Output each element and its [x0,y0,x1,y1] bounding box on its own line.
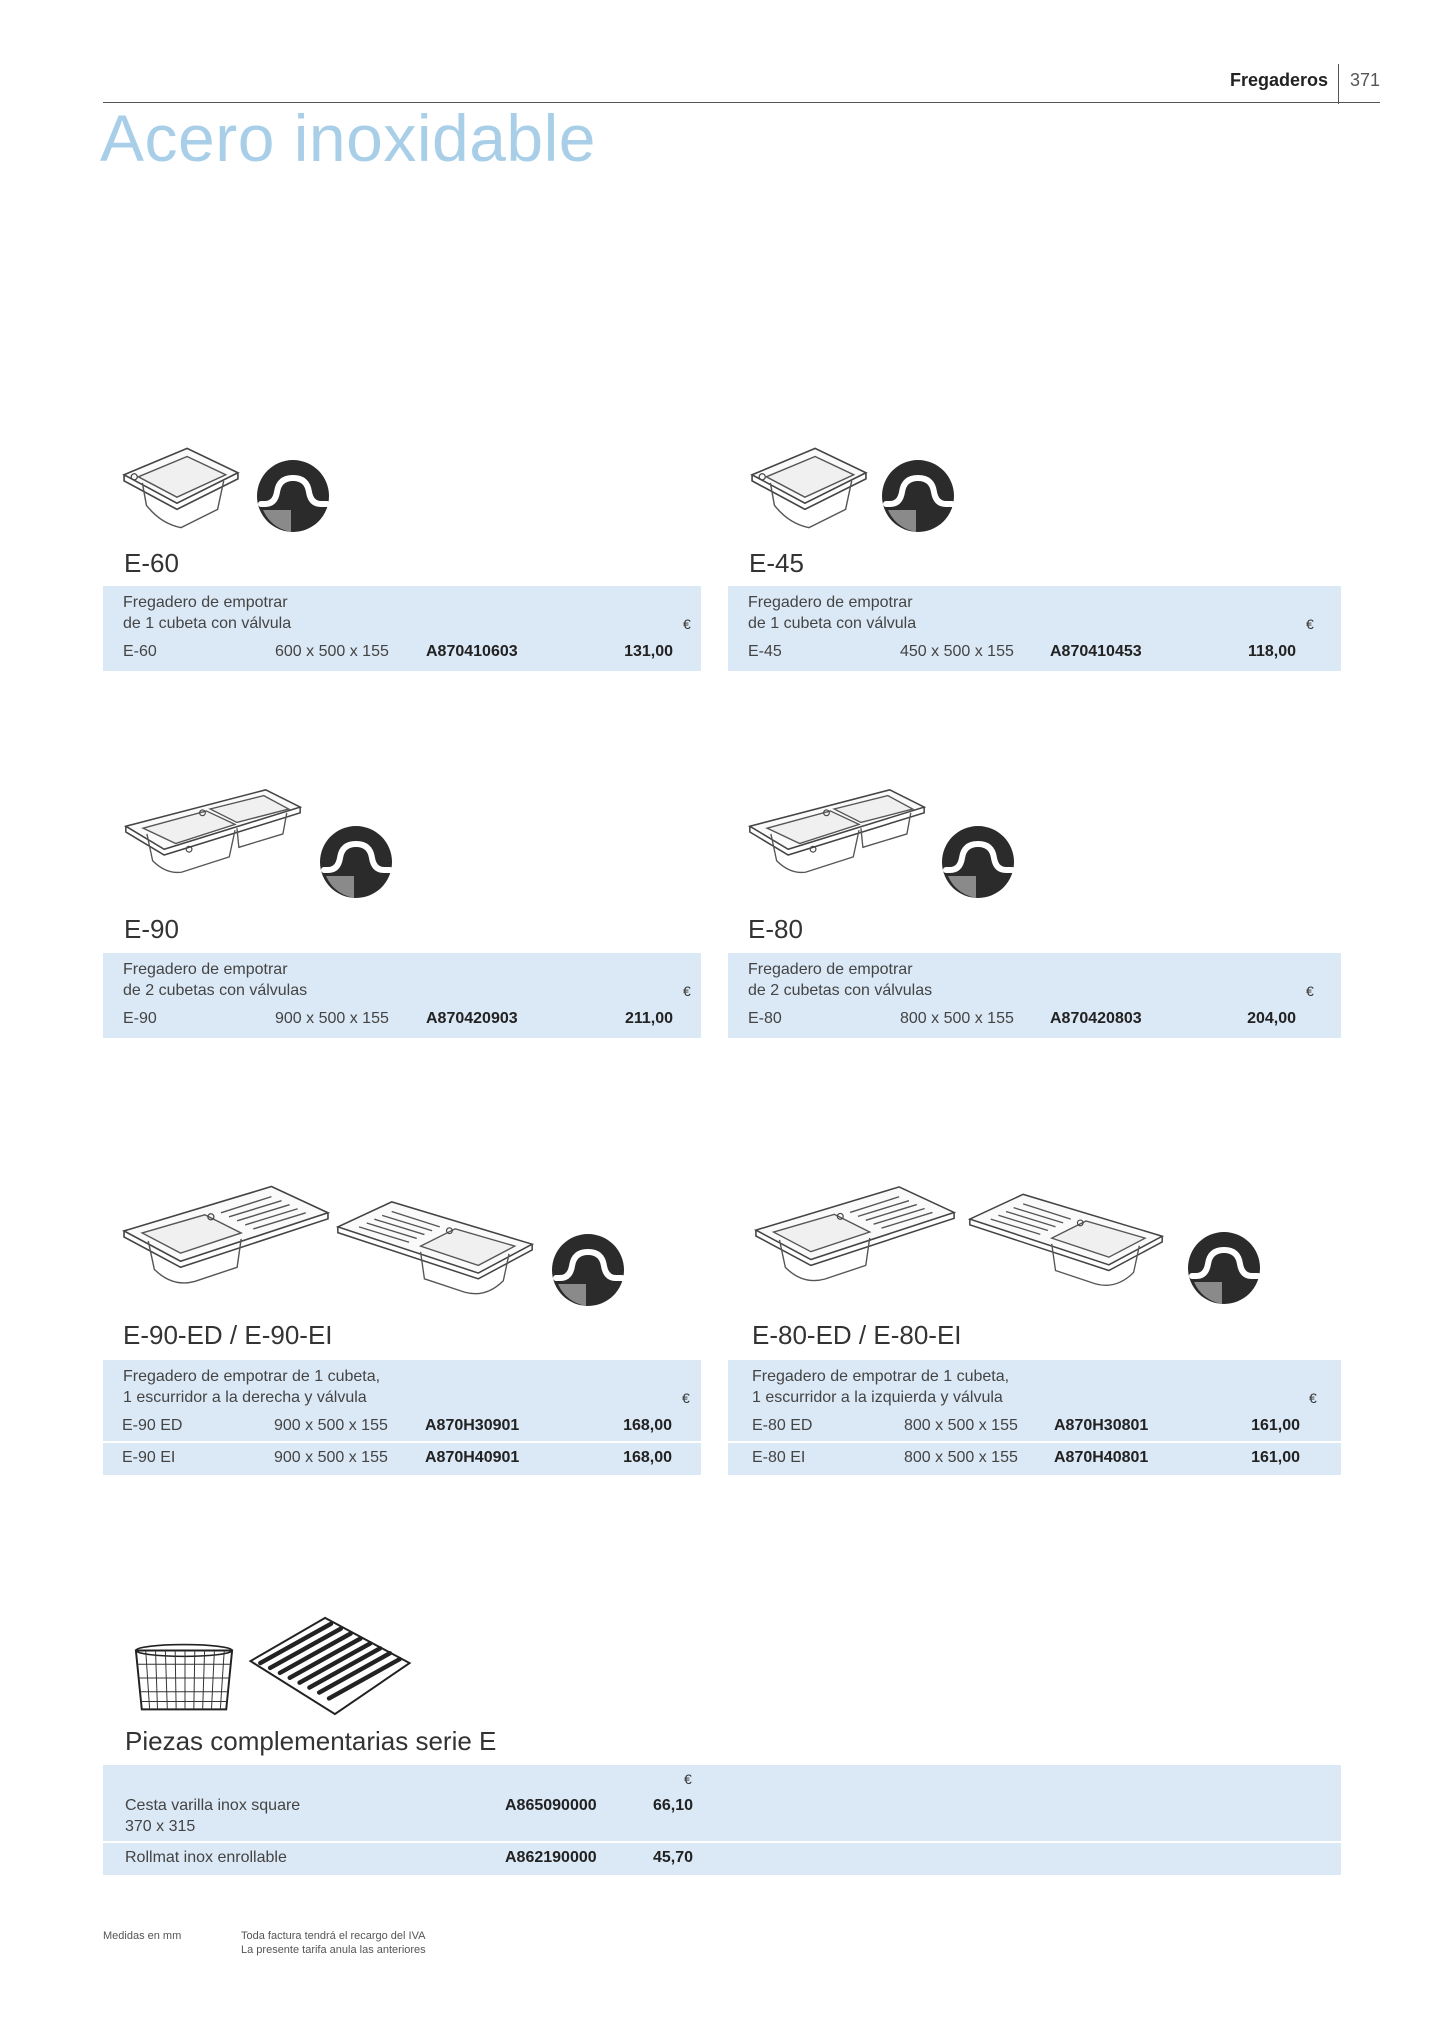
section-heading: Piezas complementarias serie E [125,1726,497,1756]
legal-note-line: La presente tarifa anula las anteriores [241,1944,426,1956]
legal-note [241,1929,426,1957]
price-table [728,586,1341,671]
page-number: 371 [1350,70,1381,90]
flush-mount-icon [550,1232,626,1308]
legal-note-line: Toda factura tendrá el recargo del IVA [241,1930,426,1942]
product-description: 1 escurridor a la derecha y válvula [123,1389,367,1406]
rollmat-icon [246,1612,414,1720]
product-description: Fregadero de empotrar de 1 cubeta, [752,1368,1010,1385]
accessories-table [103,1765,1341,1875]
reference-cell: A870H40801 [1054,1449,1149,1466]
price-cell: 168,00 [623,1417,672,1434]
currency-symbol: € [682,1390,690,1406]
model-cell: E-60 [123,643,157,660]
single-bowl-sink-icon [748,442,870,534]
table-row [728,1441,1341,1473]
dimensions-cell: 450 x 500 x 155 [900,643,1014,660]
price-cell: 211,00 [624,1010,673,1027]
dimensions-cell: 900 x 500 x 155 [274,1417,388,1434]
table-row [728,1004,1341,1034]
price-cell: 204,00 [1247,1010,1296,1027]
product-description: 1 escurridor a la izquierda y válvula [752,1389,1003,1406]
dimensions-cell: 800 x 500 x 155 [904,1417,1018,1434]
product-description: de 2 cubetas con válvulas [748,982,933,999]
reference-cell: A865090000 [505,1797,597,1814]
accessory-name [125,1795,300,1837]
table-row [103,1441,701,1473]
accessory-name: Rollmat inox enrollable [125,1849,287,1866]
double-bowl-sink-icon [122,782,304,882]
table-row [728,637,1341,667]
product-title: E-45 [749,548,804,578]
accessory-size: 370 x 315 [125,1818,196,1835]
price-cell: 161,00 [1251,1449,1300,1466]
reference-cell: A870H30801 [1054,1417,1149,1434]
sink-with-drainer-icon [752,1180,958,1290]
price-table [103,586,701,671]
table-row [103,1411,701,1441]
dimensions-cell: 600 x 500 x 155 [275,643,389,660]
price-table [728,1360,1341,1475]
price-table [103,1360,701,1475]
accessory-name-line: Cesta varilla inox square [125,1797,301,1814]
currency-symbol: € [684,1771,692,1787]
dimensions-cell: 800 x 500 x 155 [900,1010,1014,1027]
product-title: E-80 [748,914,803,944]
model-cell: E-90 ED [122,1417,183,1434]
model-cell: E-80 EI [752,1449,806,1466]
model-cell: E-90 [123,1010,157,1027]
table-row [103,1004,701,1034]
price-cell: 66,10 [652,1797,693,1814]
currency-symbol: € [683,616,691,632]
page-title: Acero inoxidable [100,101,596,175]
product-description: Fregadero de empotrar [748,961,913,978]
reference-cell: A870410453 [1050,643,1142,660]
product-description: de 1 cubeta con válvula [123,615,292,632]
product-description: de 2 cubetas con válvulas [123,982,308,999]
table-row [728,1411,1341,1441]
model-cell: E-80 ED [752,1417,813,1434]
model-cell: E-45 [748,643,782,660]
wire-basket-icon [130,1636,238,1716]
units-note: Medidas en mm [103,1930,182,1942]
flush-mount-icon [318,824,394,900]
product-description: Fregadero de empotrar [748,594,913,611]
price-table [103,953,701,1038]
currency-symbol: € [1306,983,1314,999]
table-row [103,637,701,667]
sink-with-drainer-icon [334,1196,536,1302]
dimensions-cell: 900 x 500 x 155 [275,1010,389,1027]
flush-mount-icon [940,824,1016,900]
currency-symbol: € [1309,1390,1317,1406]
reference-cell: A870H40901 [425,1449,520,1466]
row-divider [103,1841,1341,1843]
product-title: E-90-ED / E-90-EI [123,1320,333,1350]
reference-cell: A870420803 [1050,1010,1142,1027]
dimensions-cell: 900 x 500 x 155 [274,1449,388,1466]
product-title: E-60 [124,548,179,578]
product-title: E-90 [124,914,179,944]
product-description: Fregadero de empotrar [123,594,288,611]
section-title: Fregaderos [1229,70,1328,90]
price-table [728,953,1341,1038]
flush-mount-icon [255,458,331,534]
sink-with-drainer-icon [966,1188,1166,1294]
double-bowl-sink-icon [746,782,928,882]
reference-cell: A870420903 [426,1010,518,1027]
reference-cell: A870410603 [426,643,518,660]
reference-cell: A862190000 [505,1849,597,1866]
product-description: Fregadero de empotrar de 1 cubeta, [123,1368,381,1385]
flush-mount-icon [1186,1230,1262,1306]
product-title: E-80-ED / E-80-EI [752,1320,962,1350]
price-cell: 45,70 [652,1849,693,1866]
price-cell: 131,00 [624,643,673,660]
reference-cell: A870H30901 [425,1417,520,1434]
price-cell: 118,00 [1247,643,1296,660]
price-cell: 168,00 [623,1449,672,1466]
dimensions-cell: 800 x 500 x 155 [904,1449,1018,1466]
price-cell: 161,00 [1251,1417,1300,1434]
flush-mount-icon [880,458,956,534]
currency-symbol: € [1306,616,1314,632]
single-bowl-sink-icon [120,442,242,534]
model-cell: E-90 EI [122,1449,176,1466]
model-cell: E-80 [748,1010,782,1027]
sink-with-drainer-icon [120,1180,332,1292]
product-description: de 1 cubeta con válvula [748,615,917,632]
currency-symbol: € [683,983,691,999]
header-separator [1338,64,1339,104]
product-description: Fregadero de empotrar [123,961,288,978]
